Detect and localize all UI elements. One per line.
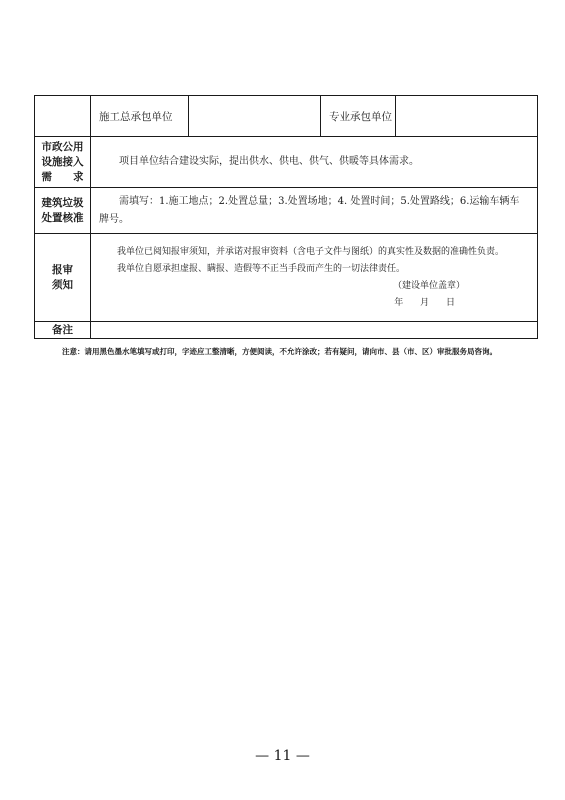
construction-waste-content-cell[interactable] (91, 188, 538, 234)
municipal-label-line3: 需 求 (41, 170, 84, 183)
notice-label-line2: 须知 (52, 278, 73, 291)
municipal-label-line1: 市政公用 (41, 140, 84, 153)
submission-notice-label (35, 234, 91, 322)
construction-waste-label (35, 188, 91, 234)
submission-notice-content-cell (91, 234, 538, 322)
contractor-row (35, 96, 538, 137)
waste-label-line1: 建筑垃圾 (41, 196, 84, 209)
construction-waste-content: 需填写：1.施工地点；2.处置总量；3.处置场地；4. 处置时间；5.处置路线；6.运输车辆车牌号。 (99, 195, 520, 225)
municipal-facilities-content: 项目单位结合建设实际，提出供水、供电、供气、供暖等具体需求。 (119, 156, 419, 167)
general-contractor-label: 施工总承包单位 (91, 96, 189, 137)
signature-seal-line: （建设单位盖章） (392, 280, 465, 291)
specialty-contractor-value[interactable] (396, 96, 538, 137)
specialty-contractor-label: 专业承包单位 (321, 96, 396, 137)
general-contractor-value[interactable] (189, 96, 321, 137)
footnote: 注意：请用黑色墨水笔填写或打印，字迹应工整清晰，方便阅读，不允许涂改；若有疑问，请向市、县（市、区）审批服务局咨询。 (62, 347, 497, 356)
contractor-row-label-cell (35, 96, 91, 137)
remarks-label: 备注 (35, 322, 91, 339)
notice-label-line1: 报审 (52, 263, 73, 276)
waste-label-line2: 处置核准 (41, 211, 84, 224)
municipal-facilities-content-cell[interactable] (91, 137, 538, 188)
municipal-facilities-label (35, 137, 91, 188)
date-line: 年 月 日 (394, 297, 455, 308)
submission-notice-row (35, 234, 538, 322)
remarks-row (35, 322, 538, 339)
notice-paragraph-2: 我单位自愿承担虚报、瞒报、造假等不正当手段而产生的一切法律责任。 (117, 263, 406, 274)
construction-waste-row (35, 188, 538, 234)
notice-paragraph-1: 我单位已阅知报审须知，并承诺对报审资料（含电子文件与图纸）的真实性及数据的准确性负责。 (117, 246, 505, 257)
page-number: — 11 — (255, 748, 310, 764)
remarks-value[interactable] (91, 322, 538, 339)
application-form-table (34, 95, 538, 339)
municipal-facilities-row (35, 137, 538, 188)
municipal-label-line2: 设施接入 (41, 155, 84, 168)
